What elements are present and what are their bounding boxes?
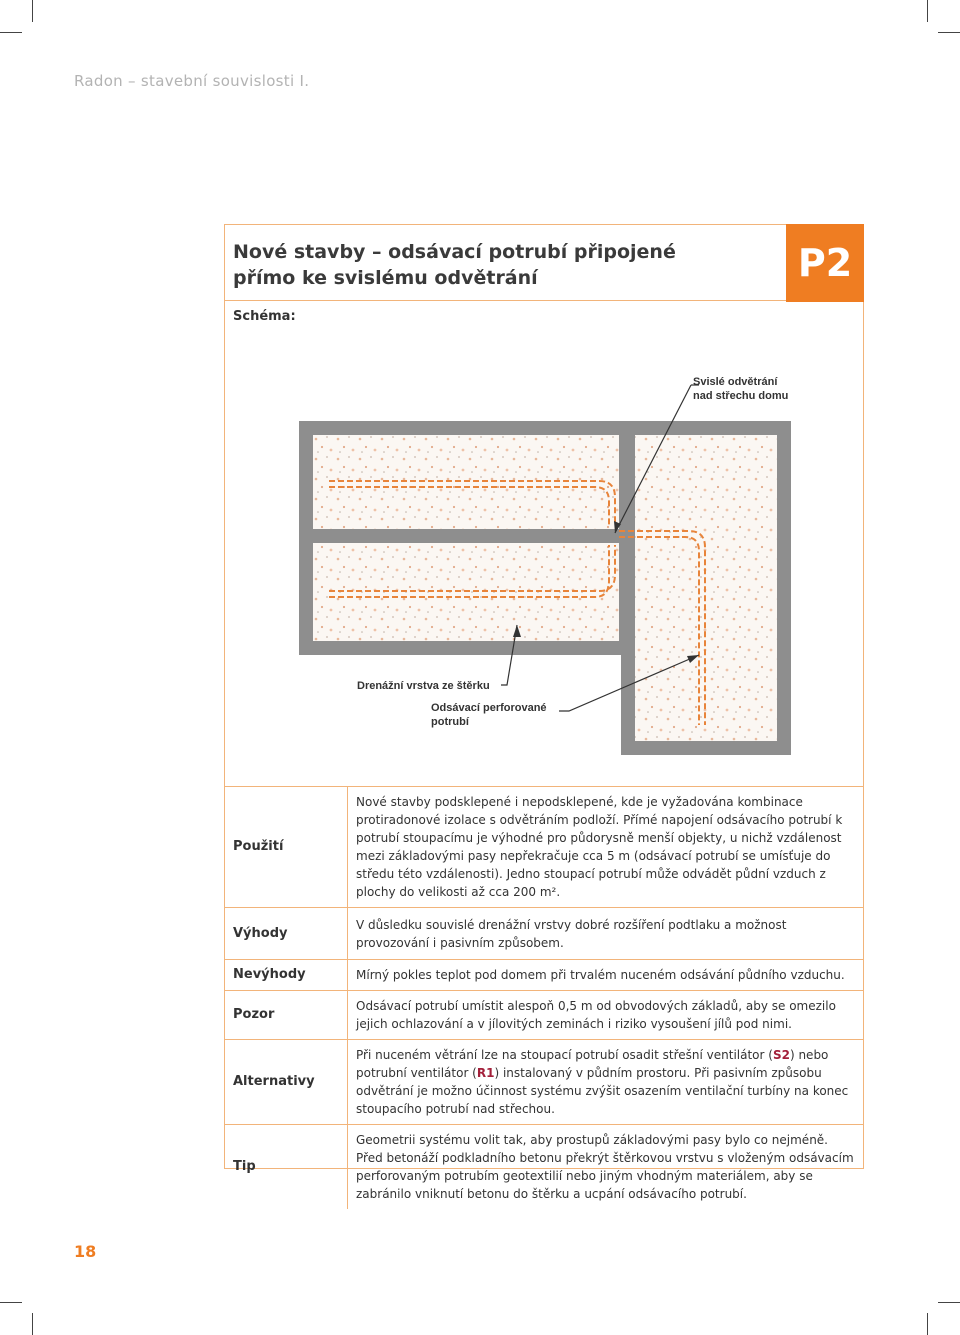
table-row <box>225 1125 863 1210</box>
row-text <box>348 1040 864 1125</box>
table-row <box>225 991 863 1040</box>
row-label: Výhody <box>225 908 348 960</box>
table-row <box>225 1040 863 1125</box>
floorplan-diagram <box>269 355 821 765</box>
table-row <box>225 908 863 960</box>
crop-mark <box>0 32 22 33</box>
label-pipe-line2: potrubí <box>431 716 469 728</box>
row-text: Mírný pokles teplot pod domem při trvalém nuceném odsávání půdního vzduchu. <box>348 960 864 991</box>
crop-mark <box>0 1302 22 1303</box>
page-number: 18 <box>74 1242 97 1261</box>
alt-text-c: ) instalovaný v půdním prostoru. Při pasivním způsobu odvětrání je možno účinnost systému zvýšit osazením ventilační turbíny na konec stoupacího potrubí nad střechou. <box>356 1066 849 1116</box>
crop-mark <box>938 32 960 33</box>
running-header: Radon – stavební souvislosti I. <box>74 72 310 90</box>
crop-mark <box>32 1313 33 1335</box>
table-row <box>225 787 863 908</box>
row-text: Odsávací potrubí umístit alespoň 0,5 m od obvodových základů, aby se omezilo jejich ochlazování a v jílovitých zeminách i riziko vysoušení jílů pod nimi. <box>348 991 864 1040</box>
label-drain: Drenážní vrstva ze štěrku <box>357 680 490 692</box>
crop-mark <box>927 0 928 22</box>
crop-mark <box>32 0 33 22</box>
card-title-line2: přímo ke svislému odvětrání <box>233 267 538 289</box>
info-card <box>224 224 864 1201</box>
card-title-line1: Nové stavby – odsávací potrubí připojené <box>233 241 676 263</box>
label-vent-line1: Svislé odvětrání <box>693 376 778 388</box>
foundation-wall-segment <box>621 655 635 755</box>
section-badge: P2 <box>786 224 864 302</box>
row-label: Tip <box>225 1125 348 1210</box>
crop-mark <box>938 1302 960 1303</box>
card-header <box>225 225 787 301</box>
alt-text-a: Při nuceném větrání lze na stoupací potrubí osadit střešní ventilátor ( <box>356 1048 773 1062</box>
row-label: Použití <box>225 787 348 908</box>
row-label: Nevýhody <box>225 960 348 991</box>
tip-line1: Geometrii systému volit tak, aby prostupů základovými pasy bylo co nejméně. <box>356 1133 828 1147</box>
row-text <box>348 1125 864 1210</box>
ref-r1: R1 <box>476 1066 495 1080</box>
tip-line2: Před betonáží podkladního betonu překrýt štěrkovou vrstvu s vloženým odsávacím perforovaným potrubím geotextilií nebo jiným vhodným materiálem, aby se zabránilo vniknutí betonu do štěrku a ucpání odsávacího potrubí. <box>356 1151 854 1201</box>
label-pipe-line1: Odsávací perforované <box>431 702 547 714</box>
card-title <box>233 239 753 291</box>
alt-text-b: ) nebo potrubní ventilátor ( <box>356 1048 829 1080</box>
row-text: Nové stavby podsklepené i nepodsklepené, kde je vyžadována kombinace protiradonové izolace s odvětráním podloží. Přímé napojení odsávacího potrubí k potrubí stoupacímu je výhodné pro půdorysně menší objekty, u nichž vzdálenost mezi základovými pasy nepřekračuje cca 5 m (odsávací potrubí se umísťuje do středu této vzdálenosti). Jedno stoupací potrubí může odvádět půdní vzduch z plochy do velikosti až cca 200 m². <box>348 787 864 908</box>
schema-label: Schéma: <box>233 309 296 324</box>
row-label: Pozor <box>225 991 348 1040</box>
info-table <box>225 786 863 1209</box>
ref-s2: S2 <box>772 1048 790 1062</box>
row-text: V důsledku souvislé drenážní vrstvy dobré rozšíření podtlaku a možnost provozování i pasivním způsobem. <box>348 908 864 960</box>
label-vent-line2: nad střechu domu <box>693 390 789 402</box>
crop-mark <box>927 1313 928 1335</box>
table-row <box>225 960 863 991</box>
row-label: Alternativy <box>225 1040 348 1125</box>
